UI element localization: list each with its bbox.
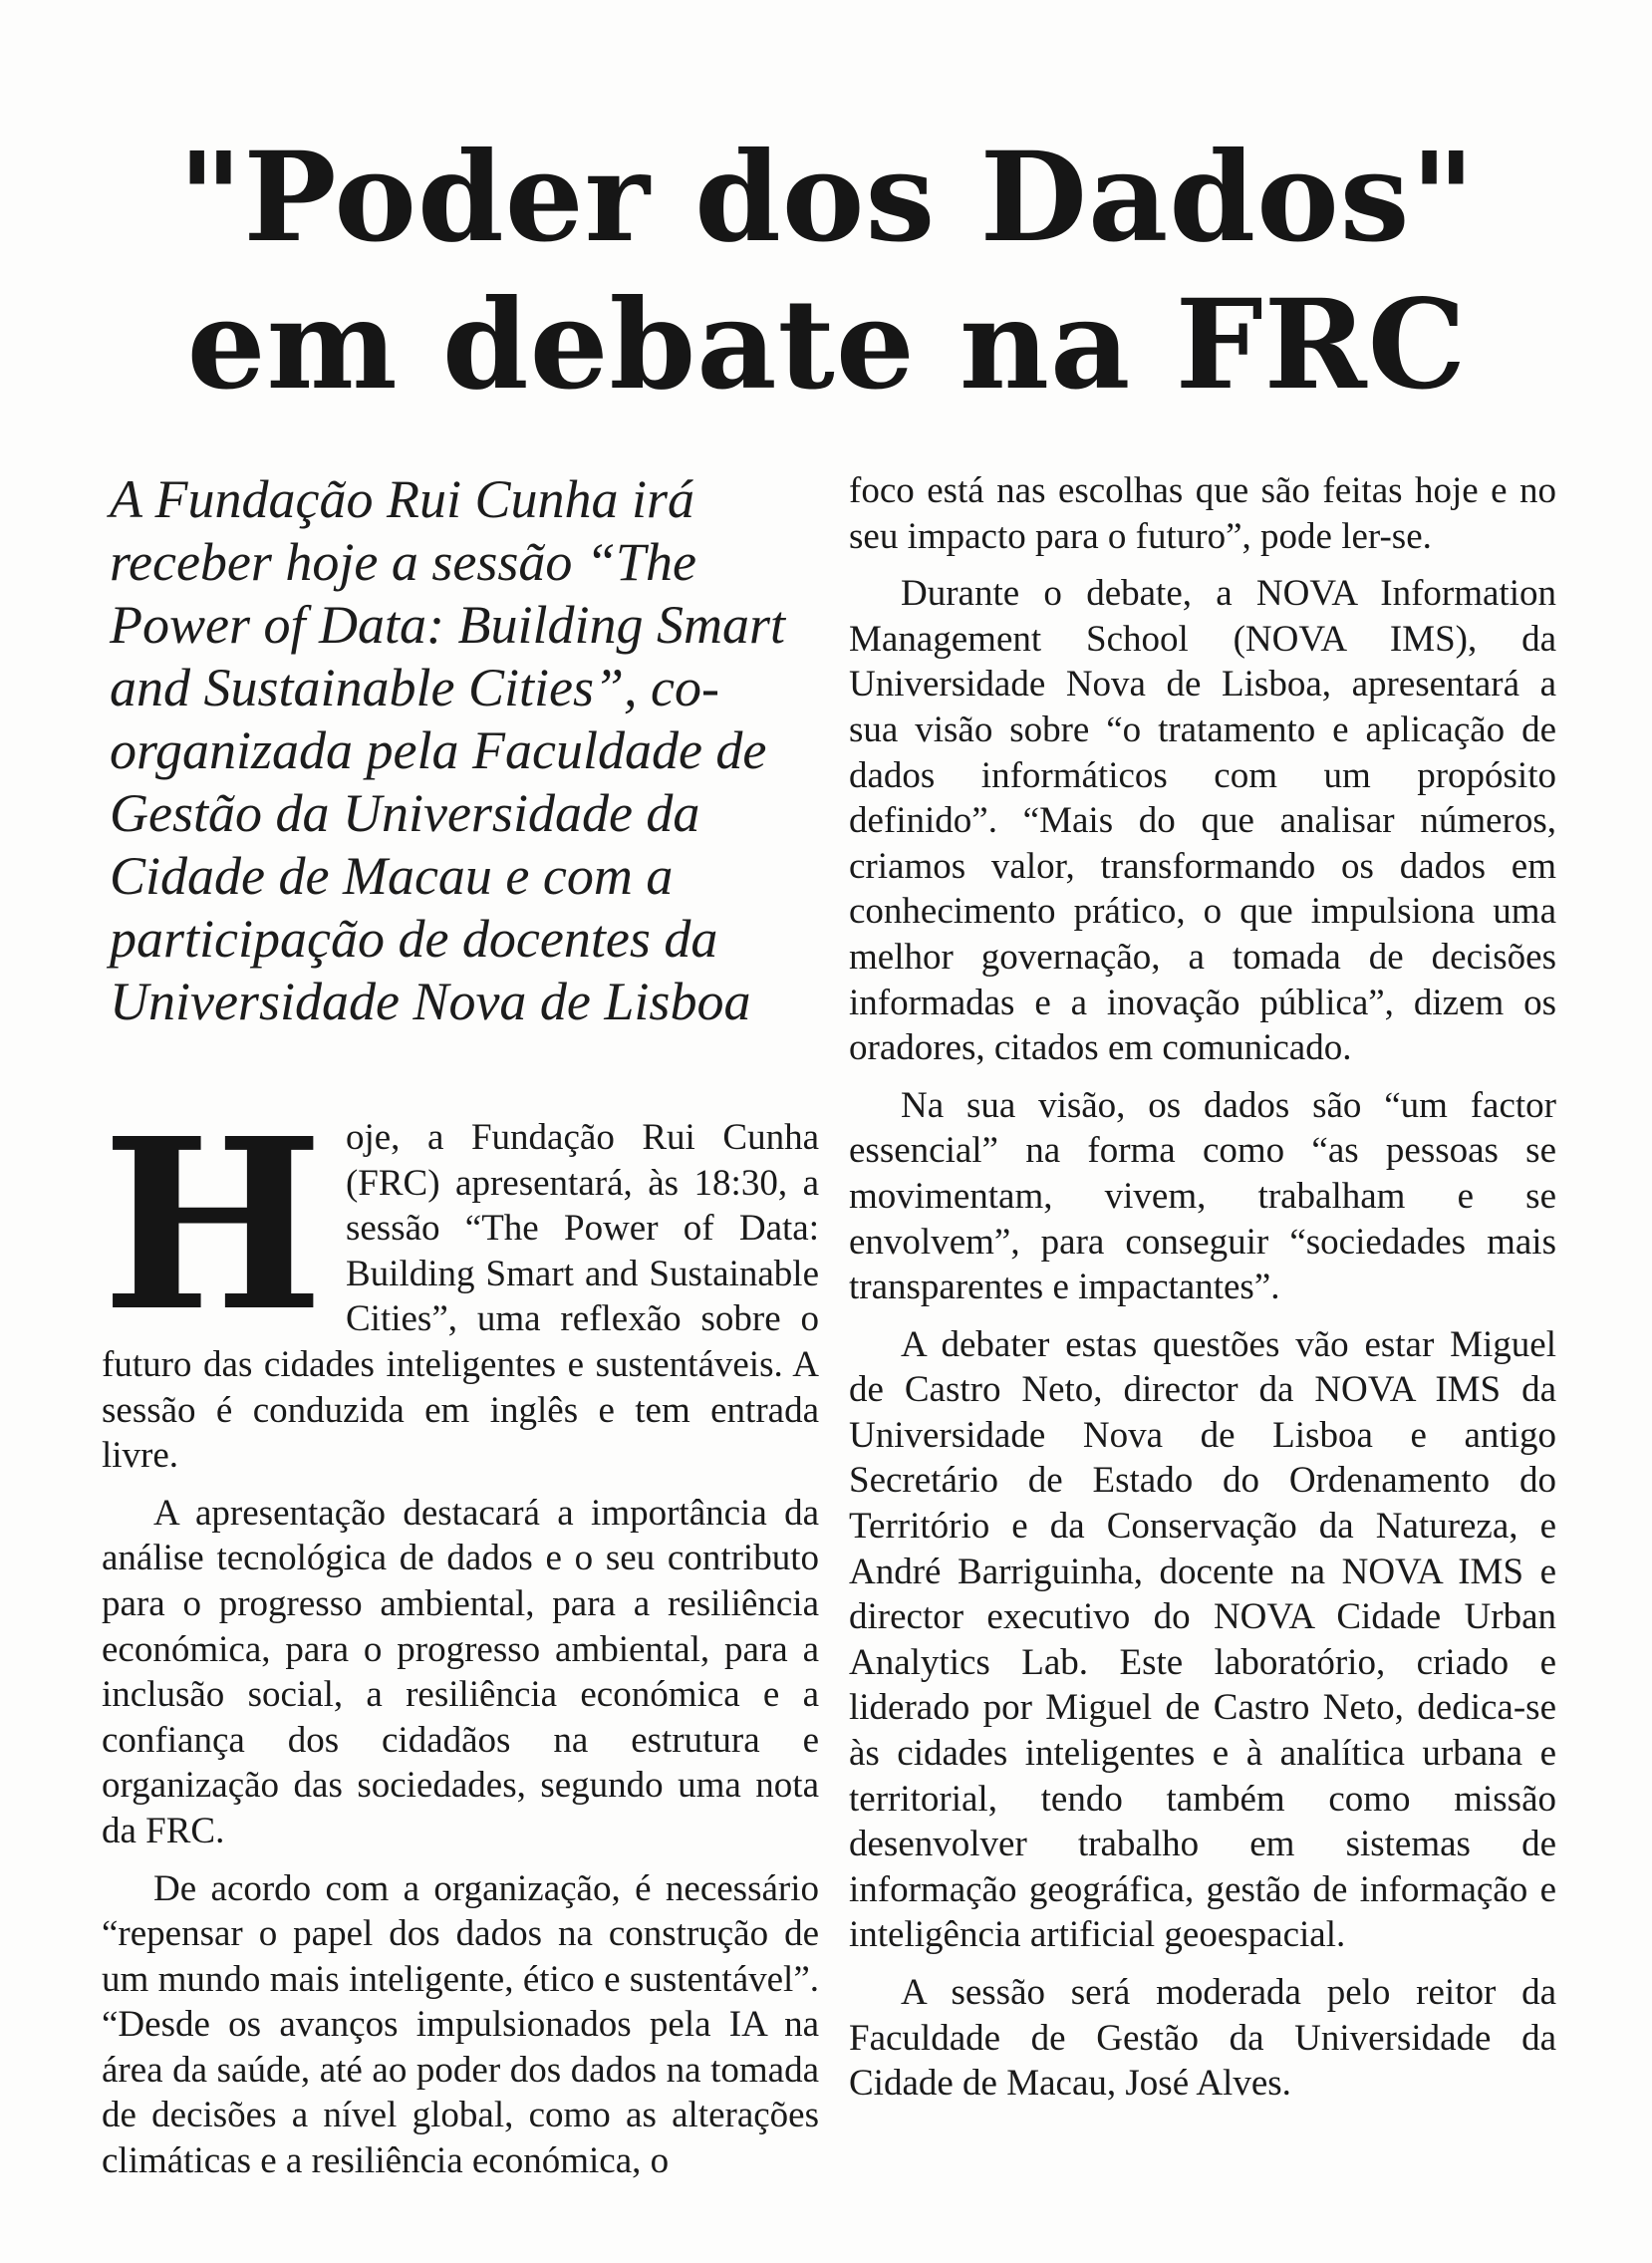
paragraph-3: De acordo com a organização, é necessário “repensar o papel dos dados na construção de um mundo mais inteligente, ético e sustentável”. “Desde os avanços impulsionados pela IA na área da saúde, até ao poder dos dados na tomada de decisões a nível global, como as alterações climáticas e a resiliência económica, o — [102, 1867, 819, 2182]
paragraph-6: A debater estas questões vão estar Miguel de Castro Neto, director da NOVA IMS da Universidade Nova de Lisboa e antigo Secretário de Estado do Ordenamento do Território e da Conservação da Natureza, e André Barriguinha, docente na NOVA IMS e director executivo do NOVA Cidade Urban Analytics Lab. Este laboratório, criado e liderado por Miguel de Castro Neto, dedica-se às cidades inteligentes e à analítica urbana e territorial, tendo também como missão desenvolver trabalho em sistemas de informação geográfica, gestão de informação e inteligência artificial geoespacial. — [849, 1323, 1556, 1956]
headline-line-1: "Poder dos Dados" — [177, 126, 1477, 270]
headline-line-2: em debate na FRC — [186, 273, 1468, 418]
paragraph-5: Na sua visão, os dados são “um factor essencial” na forma como “as pessoas se movimentam, vivem, trabalham e se envolvem”, para conseguir “sociedades mais transparentes e impactantes”. — [849, 1084, 1556, 1308]
paragraph-1-text: oje, a Fundação Rui Cunha (FRC) apresentará, às 18:30, a sessão “The Power of Data: Building Smart and Sustainable Cities”, uma reflexão sobre o futuro das cidades inteligentes e sustentáveis. A sessão é conduzida em inglês e tem entrada livre. — [102, 1117, 819, 1477]
drop-cap: H — [102, 1086, 324, 1363]
left-body-text — [102, 1086, 819, 2184]
right-body-text — [849, 468, 1556, 2107]
left-column — [102, 468, 819, 2196]
paragraph-7: A sessão será moderada pelo reitor da Faculdade de Gestão da Universidade da Cidade de Macau, José Alves. — [849, 1972, 1556, 2105]
paragraph-4: Durante o debate, a NOVA Information Management School (NOVA IMS), da Universidade Nova de Lisboa, apresentará a sua visão sobre “o tratamento e aplicação de dados informáticos com um propósito definido”. “Mais do que analisar números, criamos valor, transformando os dados em conhecimento prático, o que impulsiona uma melhor governação, a tomada de decisões informadas e a inovação pública”, dizem os oradores, citados em comunicado. — [849, 573, 1556, 1069]
paragraph-1 — [102, 1086, 819, 1479]
article-lead: A Fundação Rui Cunha irá receber hoje a sessão “The Power of Data: Building Smart and Sustainable Cities”, co-organizada pela Faculdade de Gestão da Universidade da Cidade de Macau e com a participação de docentes da Universidade Nova de Lisboa — [110, 469, 785, 1031]
paragraph-2: A apresentação destacará a importância da análise tecnológica de dados e o seu contributo para o progresso ambiental, para a resiliência económica, para o progresso ambiental, para a inclusão social, a resiliência económica e a confiança dos cidadãos na estrutura e organização das sociedades, segundo uma nota da FRC. — [102, 1492, 819, 1851]
headline — [149, 125, 1505, 420]
paragraph-3-continued: foco está nas escolhas que são feitas hoje e no seu impacto para o futuro”, pode ler-se. — [849, 470, 1556, 557]
right-column — [849, 468, 1556, 2119]
